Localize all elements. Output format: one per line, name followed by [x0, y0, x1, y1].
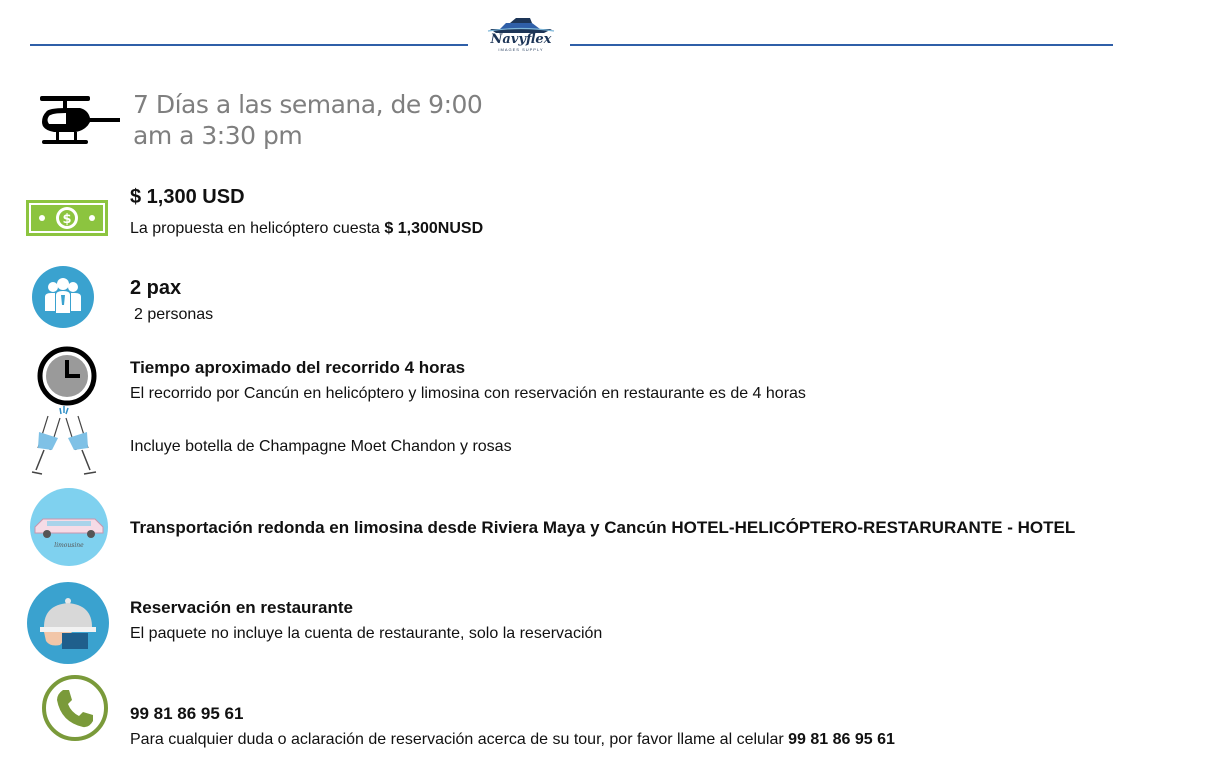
schedule-line-1: 7 Días a las semana, de 9:00 [133, 90, 483, 119]
brand-name: Navyflex [490, 32, 552, 47]
phone-desc-text: Para cualquier duda o aclaración de reservación acerca de su tour, por favor llame al celular [130, 731, 784, 748]
money-icon [26, 200, 108, 241]
people-icon [31, 265, 95, 334]
pax-title: 2 pax [130, 277, 182, 299]
restaurant-description: El paquete no incluye la cuenta de restaurante, solo la reservación [130, 625, 603, 642]
clock-icon [37, 346, 97, 411]
phone-icon [41, 674, 109, 747]
brand-subtitle: IMAGES SUPPLY [498, 47, 544, 52]
price-desc-amount: $ 1,300NUSD [384, 220, 484, 237]
helicopter-icon [36, 94, 120, 157]
price-description [130, 220, 483, 238]
limousine-icon [29, 487, 109, 572]
limo-title: Transportación redonda en limosina desde Riviera Maya y Cancún HOTEL-HELICÓPTERO-RESTARURANTE - HOTEL [130, 518, 1076, 537]
pax-description: 2 personas [134, 306, 214, 323]
yacht-icon [486, 14, 556, 34]
restaurant-icon [26, 581, 110, 670]
time-description: El recorrido por Cancún en helicóptero y limosina con reservación en restaurante es de 4 horas [130, 385, 806, 402]
time-title: Tiempo aproximado del recorrido 4 horas [130, 358, 466, 377]
schedule-line-2: am a 3:30 pm [133, 121, 303, 150]
header-rule-right [570, 44, 1113, 46]
svg-text:$: $ [62, 212, 72, 227]
header-rule-left [30, 44, 468, 46]
phone-description [130, 731, 895, 749]
price-title: $ 1,300 USD [130, 186, 245, 208]
restaurant-title: Reservación en restaurante [130, 598, 353, 617]
limousine-badge: limousine [54, 542, 84, 549]
phone-desc-number[interactable]: 99 81 86 95 61 [788, 731, 895, 748]
champagne-description: Incluye botella de Champagne Moet Chandon y rosas [130, 438, 512, 455]
phone-title: 99 81 86 95 61 [130, 704, 244, 723]
brand-logo [478, 14, 564, 56]
schedule-text [133, 89, 482, 151]
price-desc-text: La propuesta en helicóptero cuesta [130, 220, 380, 237]
champagne-icon [26, 406, 100, 485]
